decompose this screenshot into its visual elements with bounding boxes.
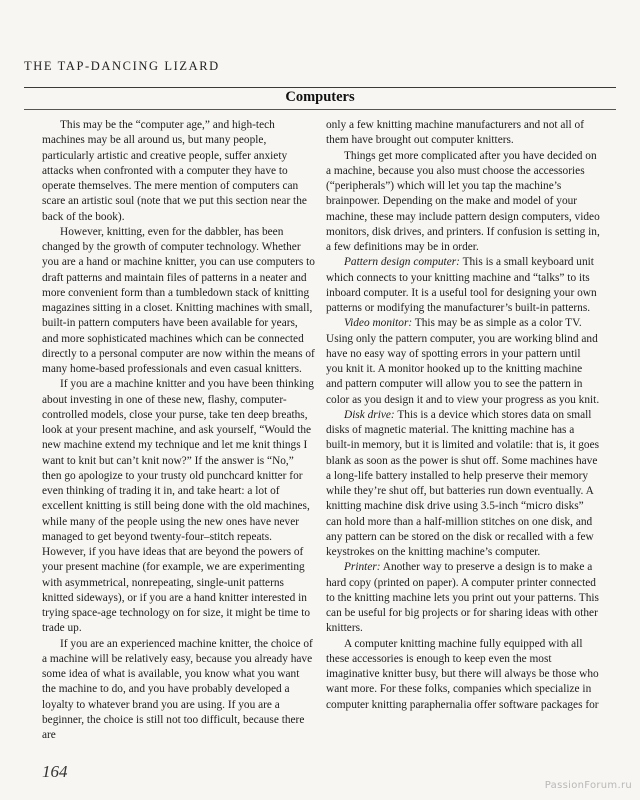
definition-text: Another way to preserve a design is to make a hard copy (printed on paper). A computer printer connected to the knitting machine lets you print out your patterns. This can be useful for big projects or for sharing ideas with other knitters. [326,561,599,635]
definition-term: Video monitor: [344,317,413,330]
header-rule [24,87,616,88]
definition-term: Disk drive: [344,408,395,421]
paragraph: If you are a machine knitter and you have been thinking about investing in one of these new, flashy, computer-controlled models, close your purse, take ten deep breaths, look at your present machine, and ask yourself, “Would the new machine extend my technique and let me knit things I want to knit but can’t knit now?” If the answer is “No,” then go apologize to your trusty old punchcard knitter for even thinking of trading it in, and take heart: a lot of excellent knitting is still being done with the old machines, while many of the people using the new ones have never managed to get beyond twenty-four–stitch repeats. However, if you have ideas that are beyond the powers of your present machine (for example, we are experimenting with asymmetrical, nonrepeating, single-unit patterns knitted sideways), or if you are a hand knitter interested in trying space-age technology on for size, it might be time to trade up. [42,378,314,635]
definition-paragraph [326,255,600,316]
definition-term: Pattern design computer: [344,256,460,269]
left-column [42,118,316,743]
page-number: 164 [42,762,68,781]
paragraph: If you are an experienced machine knitter, the choice of a machine will be relatively easy, because you already have some idea of what is available, you know what you want the machine to do, and you have probably developed a loyalty to whatever brand you are using. If you are a beginner, the choice is still not too difficult, because there are [42,637,313,741]
definition-paragraph [326,408,600,561]
definition-text: This is a small keyboard unit which connects to your knitting machine and “talks” to its inboard computer. It is a useful tool for designing your own patterns or modifying the manufacturer’s built-in patterns. [326,256,597,314]
section-title: Computers [285,89,355,105]
definition-text: This may be as simple as a color TV. Using only the pattern computer, you are working blind and have no easy way of spotting errors in your pattern until you knit it. A monitor hooked up to the knitting machine and pattern computer will allow you to see the pattern in color as you design it and to view your progress as you knit. [326,317,600,406]
paragraph: However, knitting, even for the dabbler, has been changed by the growth of computer technology. Whether you are a hand or machine knitter, you can use computers to draft patterns and maintain files of patterns in a neater and more convenient form than a tumbledown stack of knitting magazines sitting in a closet. Knitting machines with small, built-in pattern computers have been available for years, and more sophisticated machines which can be connected directly to a personal computer are now within the means of many home-based professionals and even casual knitters. [42,225,315,375]
paragraph: only a few knitting machine manufacturers and not all of them have brought out computer knitters. [326,119,584,147]
paragraph: A computer knitting machine fully equipped with all these accessories is enough to keep even the most imaginative knitter busy, but there will always be those who want more. For these folks, companies which specialize in computer knitting paraphernalia offer software packages for [326,637,599,711]
watermark: PassionForum.ru [544,780,632,791]
running-head: THE TAP-DANCING LIZARD [24,59,220,73]
paragraph: This may be the “computer age,” and high-tech machines may be all around us, but many people, particularly artistic and creative people, suffer anxiety attacks when confronted with a computer they have to operate themselves. The mere mention of computers can scare an artistic soul (note that we put this section near the back of the book). [42,119,307,223]
definition-text: This is a device which stores data on small disks of magnetic material. The knitting machine has a built-in memory, but it is limited and volatile: that is, it goes blank as soon as the power is shut off. Some machines have a long-life battery installed to help preserve their memory while they’re shut off, but batteries run down eventually. A knitting machine disk drive using 3.5-inch “micro disks” can hold more than a half-million stitches on one disk, and any pattern can be stored on the disk or recalled with a few keystrokes on the knitting machine’s computer. [326,408,600,558]
definition-paragraph [326,316,600,408]
right-column [326,118,600,713]
paragraph: Things get more complicated after you have decided on a machine, because you also must choose the accessories (“peripherals”) which will let you tap the machine’s brainpower. Depending on the make and model of your machine, these may include pattern design computers, video monitors, disk drives, and printers. If confusion is setting in, a few definitions may be in order. [326,149,600,253]
definition-paragraph [326,560,600,636]
definition-term: Printer: [344,561,381,574]
title-rule [24,109,616,110]
